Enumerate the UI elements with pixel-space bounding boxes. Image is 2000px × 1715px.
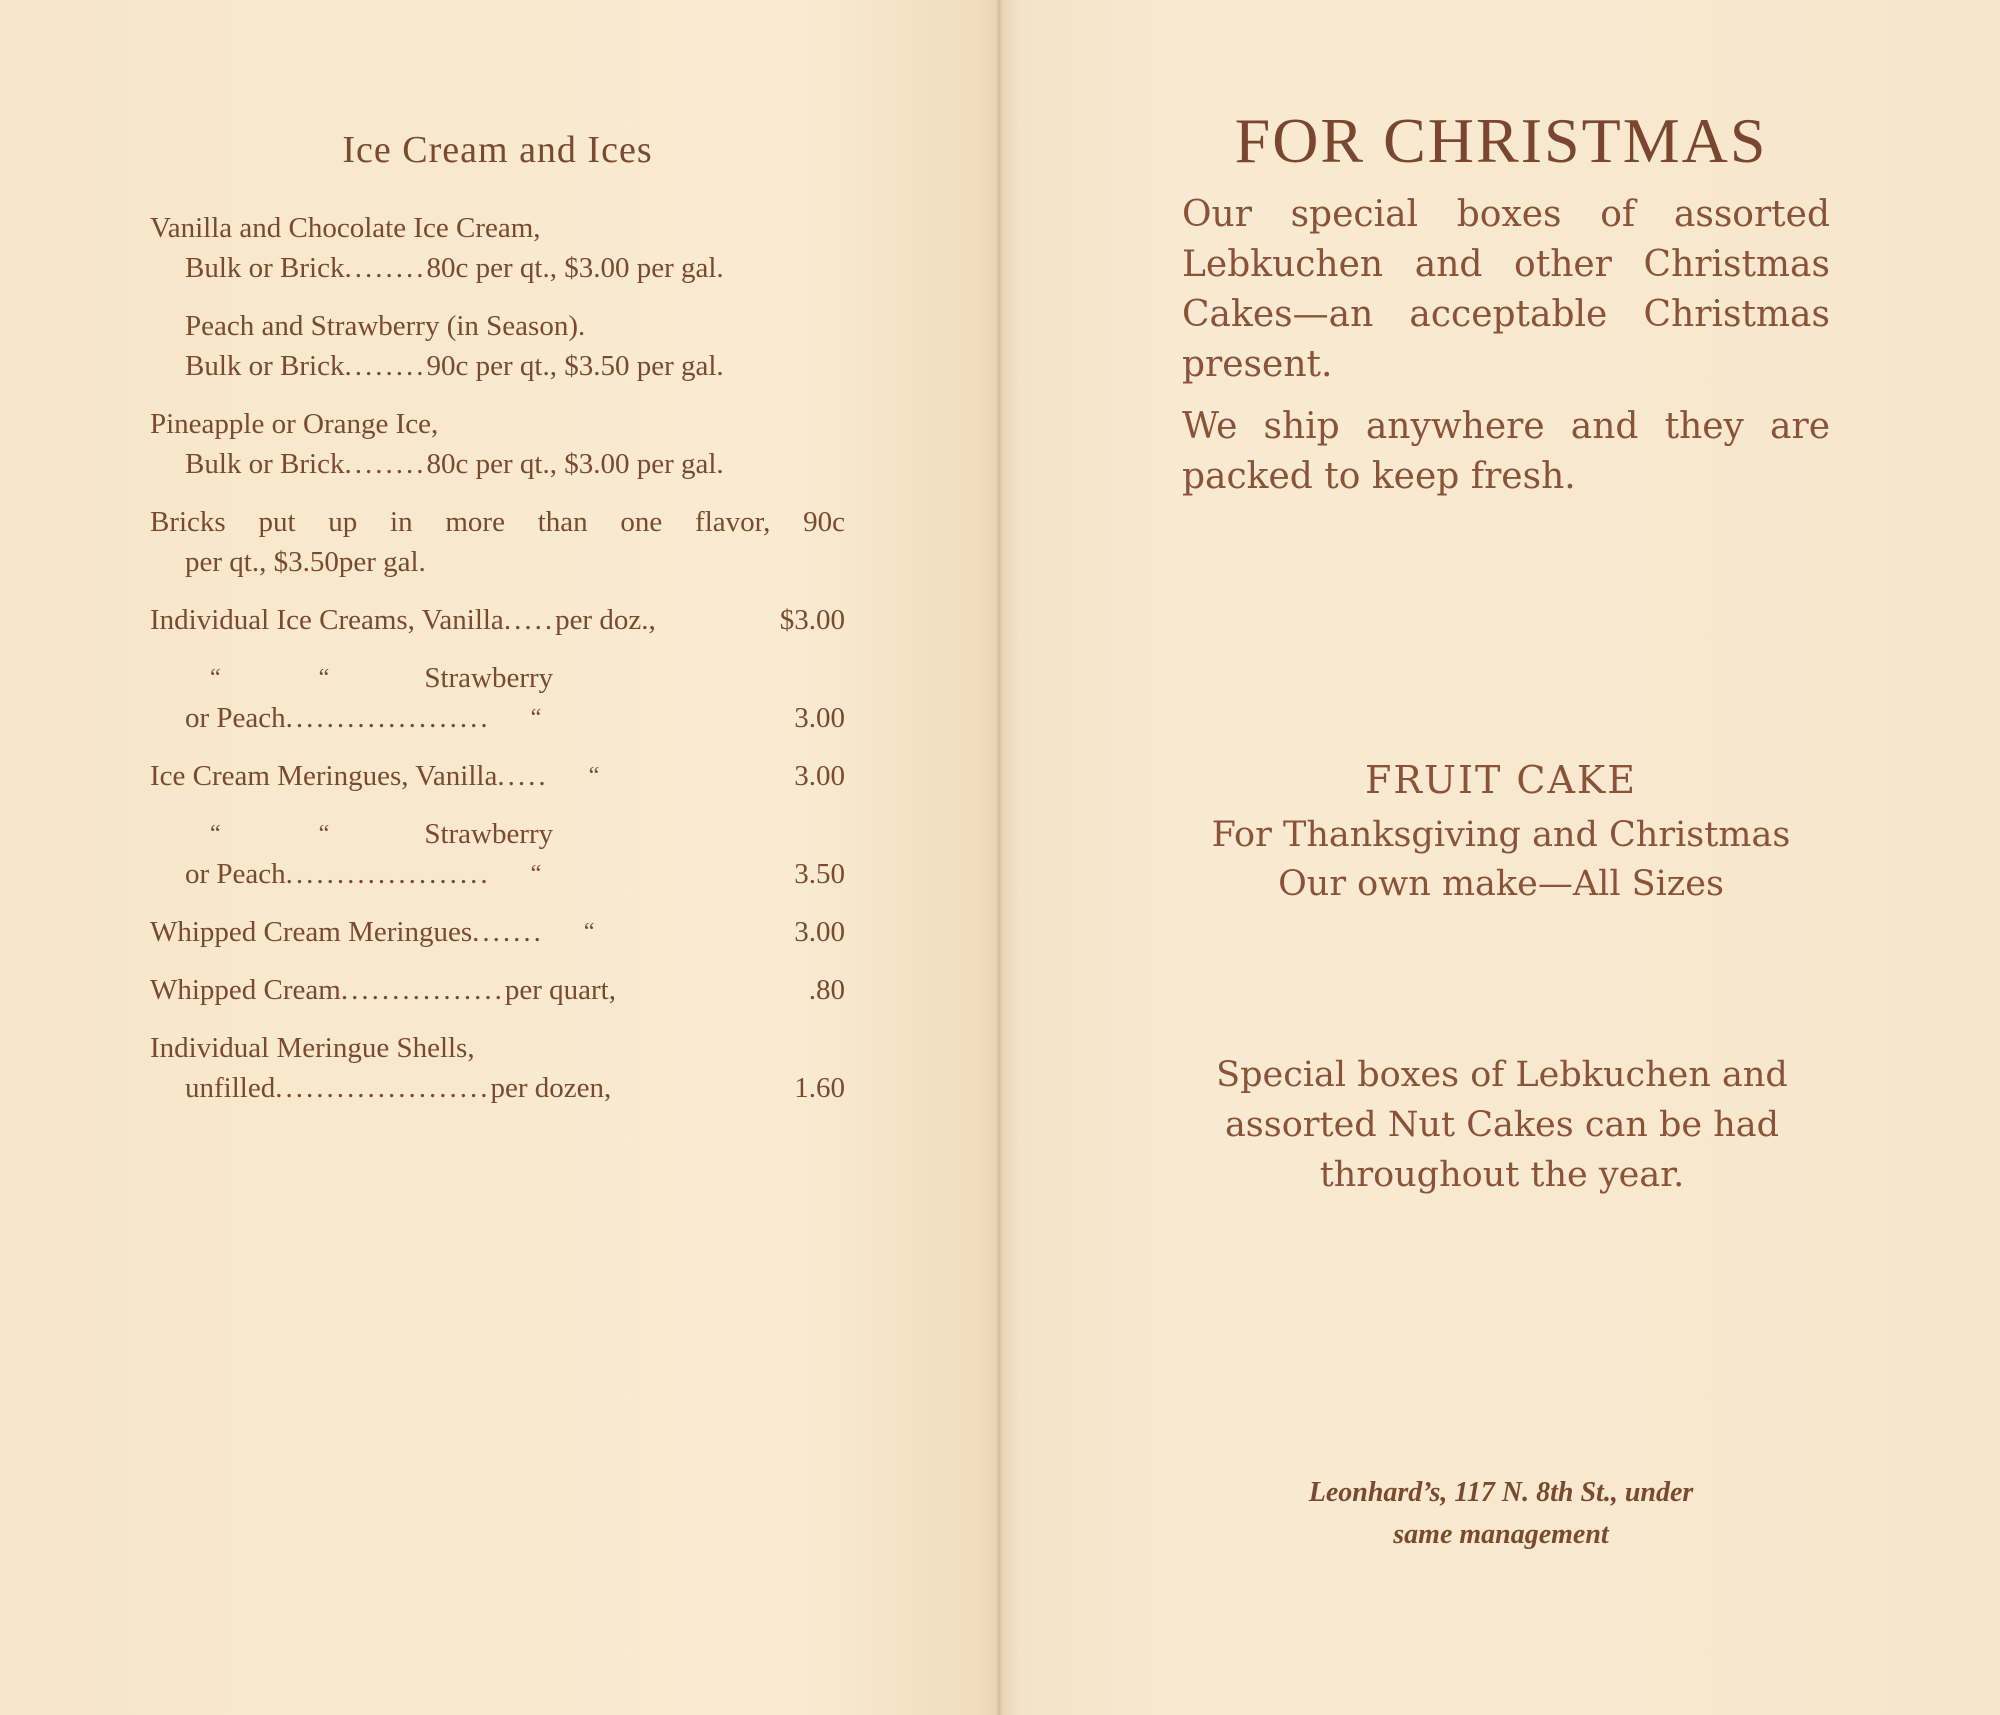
item-name: Strawberry: [424, 818, 554, 850]
christmas-paragraph-2: We ship anywhere and they are packed to keep fresh.: [1182, 406, 1830, 497]
item-name: Peach and Strawberry (in Season).: [185, 310, 586, 342]
footer-note: [1002, 1472, 2000, 1556]
item-price: .80: [808, 974, 845, 1006]
item-name: Whipped Cream Meringues: [150, 916, 473, 948]
ditto-mark: “: [530, 705, 542, 731]
christmas-title: FOR CHRISTMAS: [1234, 105, 1768, 176]
item-price: 3.00: [794, 702, 845, 734]
menu-item-whipped-meringues: [150, 912, 845, 952]
item-price: 3.50: [794, 858, 845, 890]
item-form: unfilled: [185, 1072, 276, 1104]
item-form: Bulk or Brick: [185, 252, 345, 284]
ditto-mark: “: [583, 919, 595, 945]
ditto-mark: “: [210, 665, 221, 691]
leader-dots: .....: [497, 760, 549, 792]
christmas-paragraph-1: Our special boxes of assorted Lebkuchen and other Christmas Cakes—an acceptable Christmas present.: [1182, 194, 1830, 385]
menu-item-pineapple-orange: [150, 404, 845, 484]
fruit-cake-line-1: For Thanksgiving and Christmas: [1211, 815, 1791, 855]
item-name: Strawberry: [424, 662, 554, 694]
item-name: Vanilla and Chocolate Ice Cream,: [150, 212, 541, 244]
ditto-mark: “: [210, 821, 221, 847]
menu-item-individual-strawberry: [150, 658, 845, 738]
leader-dots: ................: [340, 974, 505, 1006]
menu-item-vanilla-chocolate: [150, 208, 845, 288]
footer-line-2: same management: [1393, 1519, 1609, 1550]
special-boxes-note: Special boxes of Lebkuchen and assorted Nut Cakes can be had throughout the year.: [1216, 1055, 1788, 1195]
item-name: Individual Ice Creams, Vanilla: [150, 604, 504, 636]
menu-item-individual-vanilla: [150, 600, 845, 640]
leader-dots: ....................: [285, 702, 491, 734]
right-page: [1002, 0, 2000, 1715]
item-price: 3.00: [794, 760, 845, 792]
menu-item-meringue-shells: [150, 1028, 845, 1108]
leader-dots: ........: [344, 448, 427, 480]
ditto-mark: “: [530, 861, 542, 887]
fruit-cake-line-2: Our own make—All Sizes: [1278, 864, 1724, 904]
item-form: Bulk or Brick: [185, 448, 345, 480]
item-unit: per quart,: [504, 974, 616, 1006]
item-flavor: or Peach: [185, 702, 286, 734]
leader-dots: ........: [344, 252, 427, 284]
item-unit: per dozen,: [490, 1072, 612, 1104]
item-unit: per doz.,: [555, 604, 656, 636]
leader-dots: .....: [503, 604, 556, 636]
item-flavor: or Peach: [185, 858, 286, 890]
item-price: $3.00: [779, 604, 845, 636]
ditto-mark: “: [318, 665, 330, 691]
footer-line-1: Leonhard’s, 117 N. 8th St., under: [1308, 1477, 1694, 1508]
menu-item-whipped-cream: [150, 970, 845, 1010]
item-name: Ice Cream Meringues, Vanilla: [150, 760, 498, 792]
item-name: Bricks put up in more than one flavor, 90c: [150, 506, 845, 538]
fruit-cake-title: FRUIT CAKE: [1364, 758, 1638, 802]
item-name: Pineapple or Orange Ice,: [150, 408, 439, 440]
menu-item-bricks: [150, 502, 845, 582]
item-prices: per qt., $3.50per gal.: [185, 546, 426, 578]
leader-dots: .....................: [275, 1072, 491, 1104]
item-name: Individual Meringue Shells,: [150, 1032, 475, 1064]
menu-item-meringue-strawberry: [150, 814, 845, 894]
item-name: Whipped Cream: [150, 974, 341, 1006]
christmas-body: [1182, 190, 1830, 514]
ditto-mark: “: [318, 821, 330, 847]
item-form: Bulk or Brick: [185, 350, 345, 382]
left-page: [0, 0, 996, 1715]
menu-item-peach-strawberry: [150, 306, 845, 386]
ice-cream-title: Ice Cream and Ices: [342, 129, 653, 171]
item-price: 1.60: [794, 1072, 845, 1104]
item-prices: 80c per qt., $3.00 per gal.: [426, 252, 724, 284]
item-prices: 80c per qt., $3.00 per gal.: [426, 448, 724, 480]
leader-dots: ........: [344, 350, 427, 382]
menu-item-meringue-vanilla: [150, 756, 845, 796]
item-price: 3.00: [794, 916, 845, 948]
ice-cream-menu: [150, 208, 845, 1126]
item-prices: 90c per qt., $3.50 per gal.: [426, 350, 724, 382]
leader-dots: ....................: [285, 858, 491, 890]
ditto-mark: “: [588, 763, 600, 789]
leader-dots: .......: [472, 916, 544, 948]
